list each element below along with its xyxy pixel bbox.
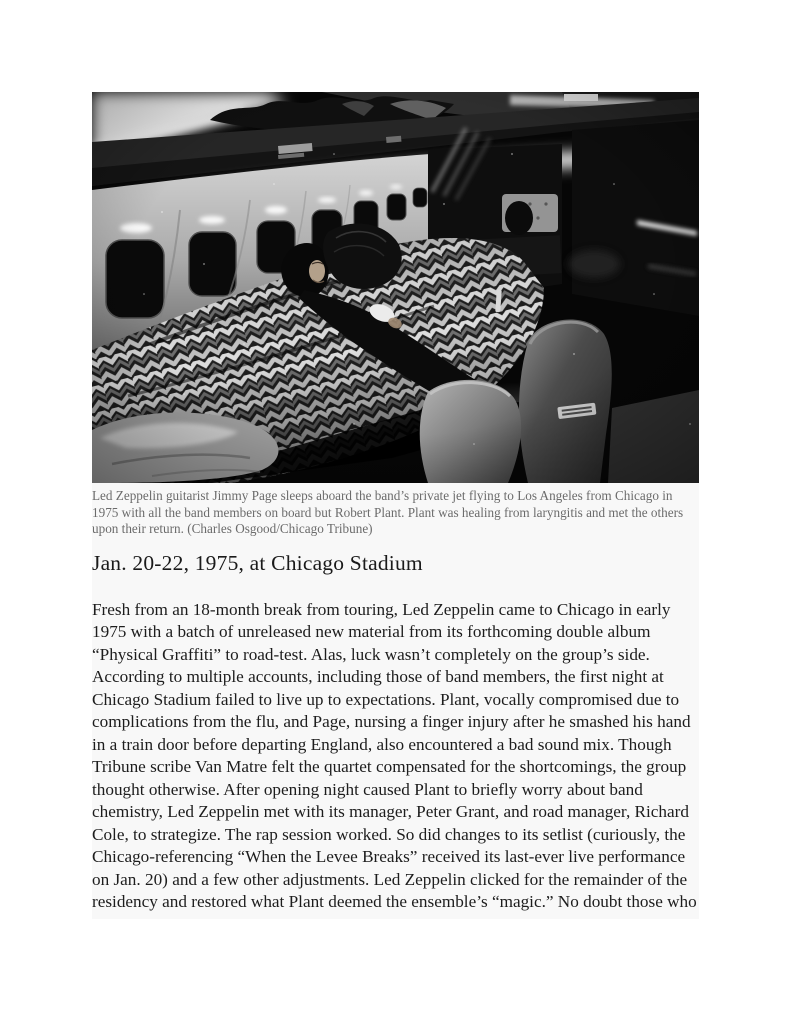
article-figure: [92, 92, 699, 538]
article-content: [92, 92, 699, 919]
section-heading: Jan. 20-22, 1975, at Chicago Stadium: [92, 550, 423, 575]
article-paragraph: Fresh from an 18-month break from touring, Led Zeppelin came to Chicago in early 1975 with a batch of unreleased new material from its forthcoming double album “Physical Graffiti” to road-test. Alas, luck wasn’t completely on the group’s side. According to multiple accounts, including those of band members, the first night at Chicago Stadium failed to live up to expectations. Plant, vocally compromised due to complications from the flu, and Page, nursing a finger injury after he smashed his hand in a train door before departing England, also encountered a bad sound mix. Though Tribune scribe Van Matre felt the quartet compensated for the shortcomings, the group thought otherwise. After opening night caused Plant to briefly worry about band chemistry, Led Zeppelin met with its manager, Peter Grant, and road manager, Richard Cole, to strategize. The rap session worked. So did changes to its setlist (curiously, the Chicago-referencing “When the Levee Breaks” received its last-ever live performance on Jan. 20) and a few other adjustments. Led Zeppelin clicked for the remainder of the residency and restored what Plant deemed the ensemble’s “magic.” No doubt those who: [92, 599, 697, 912]
airplane-cabin-photo: [92, 92, 699, 483]
photo-caption: Led Zeppelin guitarist Jimmy Page sleeps aboard the band’s private jet flying to Los Angeles from Chicago in 1975 with all the band members on board but Robert Plant. Plant was healing from laryngitis and met the others upon their return. (Charles Osgood/Chicago Tribune): [92, 488, 684, 537]
photo-vignette: [92, 92, 699, 483]
